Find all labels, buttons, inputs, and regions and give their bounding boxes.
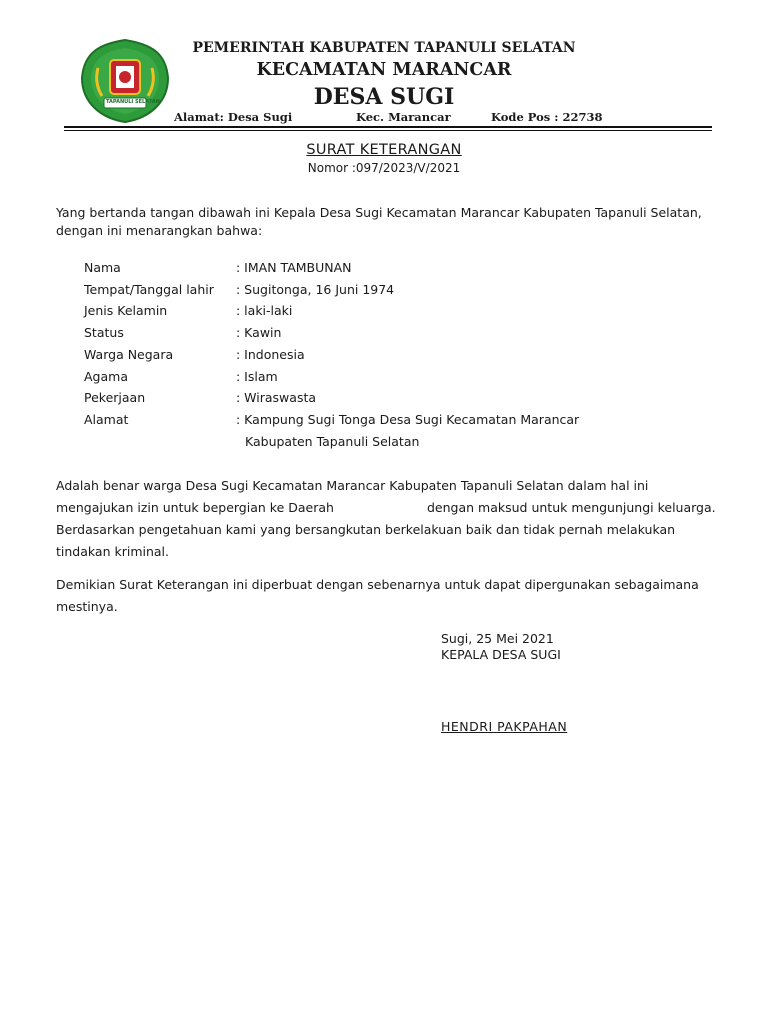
field-value-address-cont: Kabupaten Tapanuli Selatan [245, 434, 420, 449]
field-value-gender: : laki-laki [236, 303, 293, 318]
field-label-religion: Agama [84, 369, 128, 384]
signature-position: KEPALA DESA SUGI [441, 647, 561, 662]
intro-line-1: Yang bertanda tangan dibawah ini Kepala Desa Sugi Kecamatan Marancar Kabupaten Tapanuli Selatan, [56, 205, 702, 220]
closing-line-1: Demikian Surat Keterangan ini diperbuat dengan sebenarnya untuk dapat dipergunakan sebagaimana [56, 577, 699, 592]
letterhead-government: PEMERINTAH KABUPATEN TAPANULI SELATAN [192, 40, 576, 56]
signature-name: HENDRI PAKPAHAN [441, 719, 568, 734]
body-line-4: tindakan kriminal. [56, 544, 169, 559]
letterhead-postal-code: Kode Pos : 22738 [491, 110, 603, 124]
header-divider-thin [64, 130, 712, 131]
field-value-religion: : Islam [236, 369, 278, 384]
field-value-name: : IMAN TAMBUNAN [236, 260, 352, 275]
field-value-status: : Kawin [236, 325, 282, 340]
field-label-status: Status [84, 325, 124, 340]
body-line-2a: mengajukan izin untuk bepergian ke Daerah [56, 500, 334, 515]
letterhead-district: KECAMATAN MARANCAR [256, 60, 512, 80]
letterhead-village: DESA SUGI [313, 84, 455, 110]
signature-place-date: Sugi, 25 Mei 2021 [441, 631, 554, 646]
letterhead-subdistrict: Kec. Marancar [356, 110, 451, 124]
field-label-citizenship: Warga Negara [84, 347, 174, 362]
field-value-occupation: : Wiraswasta [236, 390, 317, 405]
header-divider-thick [64, 126, 712, 128]
field-label-address: Alamat [84, 412, 129, 427]
intro-line-2: dengan ini menarangkan bahwa: [56, 223, 263, 238]
field-value-citizenship: : Indonesia [236, 347, 305, 362]
field-value-birth: : Sugitonga, 16 Juni 1974 [236, 282, 395, 297]
body-line-3: Berdasarkan pengetahuan kami yang bersangkutan berkelakuan baik dan tidak pernah melakukan [56, 522, 676, 537]
logo-caption: TAPANULI SELATAN [106, 99, 160, 105]
field-label-name: Nama [84, 260, 121, 275]
field-value-address: : Kampung Sugi Tonga Desa Sugi Kecamatan Marancar [236, 412, 580, 427]
field-label-occupation: Pekerjaan [84, 390, 146, 405]
letter-number: Nomor :097/2023/V/2021 [307, 161, 461, 175]
body-line-1: Adalah benar warga Desa Sugi Kecamatan Marancar Kabupaten Tapanuli Selatan dalam hal ini [56, 478, 649, 493]
closing-line-2: mestinya. [56, 599, 118, 614]
letterhead-address: Alamat: Desa Sugi [174, 110, 293, 124]
letter-title: SURAT KETERANGAN [306, 142, 462, 158]
body-line-2b: dengan maksud untuk mengunjungi keluarga. [427, 500, 716, 515]
field-label-birth: Tempat/Tanggal lahir [84, 282, 214, 297]
field-label-gender: Jenis Kelamin [84, 303, 168, 318]
